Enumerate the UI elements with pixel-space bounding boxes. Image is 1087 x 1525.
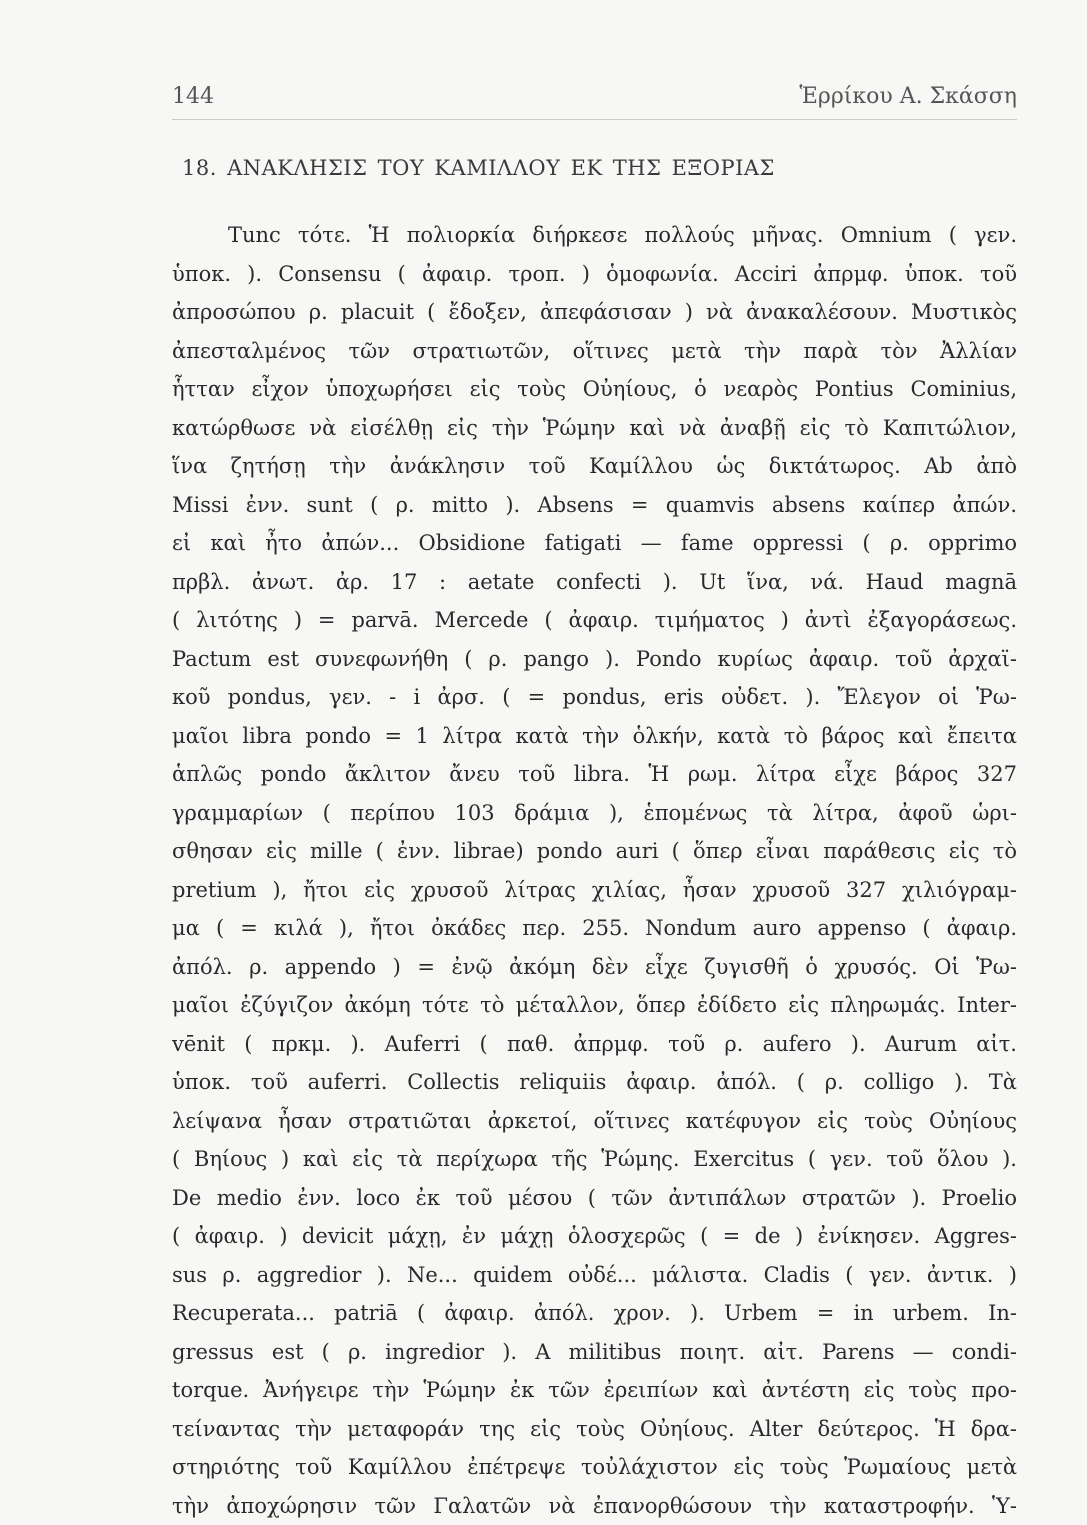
text-line: De medio ἐνν. loco ἐκ τοῦ μέσου ( τῶν ἀντιπάλων στρατῶν ). Proelio — [172, 1179, 1017, 1218]
text-line: vēnit ( πρκμ. ). Auferri ( παθ. ἀπρμφ. τοῦ ρ. aufero ). Aurum αἰτ. — [172, 1025, 1017, 1064]
text-line: ( Βηίους ) καὶ εἰς τὰ περίχωρα τῆς Ῥώμης. Exercitus ( γεν. τοῦ ὅλου ). — [172, 1140, 1017, 1179]
header-rule — [172, 119, 1017, 120]
text-line: στηριότης τοῦ Καμίλλου ἐπέτρεψε τοὐλάχιστον εἰς τοὺς Ῥωμαίους μετὰ — [172, 1448, 1017, 1487]
body-text — [172, 216, 1017, 1525]
text-line: torque. Ἀνήγειρε τὴν Ῥώμην ἐκ τῶν ἐρειπίων καὶ ἀντέστη εἰς τοὺς προ- — [172, 1371, 1017, 1410]
text-line: ἀπόλ. ρ. appendo ) = ἐνῷ ἀκόμη δὲν εἶχε ζυγισθῆ ὁ χρυσός. Οἱ Ῥω- — [172, 948, 1017, 987]
text-line: ὑποκ. ). Consensu ( ἀφαιρ. τροπ. ) ὁμοφωνία. Acciri ἀπρμφ. ὑποκ. τοῦ — [172, 255, 1017, 294]
text-line: τὴν ἀποχώρησιν τῶν Γαλατῶν νὰ ἐπανορθώσουν τὴν καταστροφήν. Ὑ- — [172, 1487, 1017, 1525]
text-line: πρβλ. ἀνωτ. ἀρ. 17 : aetate confecti ). Ut ἵνα, νά. Haud magnā — [172, 563, 1017, 602]
text-line: μαῖοι libra pondo = 1 λίτρα κατὰ τὴν ὁλκήν, κατὰ τὸ βάρος καὶ ἔπειτα — [172, 717, 1017, 756]
text-line: κοῦ pondus, γεν. - i ἀρσ. ( = pondus, eris οὐδετ. ). Ἔλεγον οἱ Ῥω- — [172, 678, 1017, 717]
text-line: Pactum est συνεφωνήθη ( ρ. pango ). Pondo κυρίως ἀφαιρ. τοῦ ἀρχαϊ- — [172, 640, 1017, 679]
text-line: ἀπεσταλμένος τῶν στρατιωτῶν, οἵτινες μετὰ τὴν παρὰ τὸν Ἀλλίαν — [172, 332, 1017, 371]
text-line: gressus est ( ρ. ingredior ). A militibus ποιητ. αἰτ. Parens — condi- — [172, 1333, 1017, 1372]
text-line: sus ρ. aggredior ). Ne... quidem οὐδέ... μάλιστα. Cladis ( γεν. ἀντικ. ) — [172, 1256, 1017, 1295]
text-line: pretium ), ἤτοι εἰς χρυσοῦ λίτρας χιλίας, ἦσαν χρυσοῦ 327 χιλιόγραμ- — [172, 871, 1017, 910]
text-line: Tunc τότε. Ἡ πολιορκία διήρκεσε πολλούς μῆνας. Omnium ( γεν. — [172, 216, 1017, 255]
text-line: ἀπροσώπου ρ. placuit ( ἔδοξεν, ἀπεφάσισαν ) νὰ ἀνακαλέσουν. Μυστικὸς — [172, 293, 1017, 332]
text-line: λείψανα ἦσαν στρατιῶται ἀρκετοί, οἵτινες κατέφυγον εἰς τοὺς Οὐηίους — [172, 1102, 1017, 1141]
text-line: ὑποκ. τοῦ auferri. Collectis reliquiis ἀφαιρ. ἀπόλ. ( ρ. colligo ). Τὰ — [172, 1063, 1017, 1102]
text-line: ( λιτότης ) = parvā. Mercede ( ἀφαιρ. τιμήματος ) ἀντὶ ἐξαγοράσεως. — [172, 601, 1017, 640]
text-line: ἵνα ζητήσῃ τὴν ἀνάκλησιν τοῦ Καμίλλου ὡς δικτάτωρος. Ab ἀπὸ — [172, 447, 1017, 486]
text-line: γραμμαρίων ( περίπου 103 δράμια ), ἑπομένως τὰ λίτρα, ἀφοῦ ὡρι- — [172, 794, 1017, 833]
running-header — [172, 84, 1017, 114]
section-title: 18. ΑΝΑΚΛΗΣΙΣ ΤΟΥ ΚΑΜΙΛΛΟΥ ΕΚ ΤΗΣ ΕΞΟΡΙΑΣ — [182, 156, 1012, 180]
text-line: Missi ἐνν. sunt ( ρ. mitto ). Absens = quamvis absens καίπερ ἀπών. — [172, 486, 1017, 525]
text-line: ἁπλῶς pondo ἄκλιτον ἄνευ τοῦ libra. Ἡ ρωμ. λίτρα εἶχε βάρος 327 — [172, 755, 1017, 794]
running-author: Ἑρρίκου Α. Σκάσση — [799, 84, 1017, 109]
text-line: κατώρθωσε νὰ εἰσέλθῃ εἰς τὴν Ῥώμην καὶ νὰ ἀναβῇ εἰς τὸ Καπιτώλιον, — [172, 409, 1017, 448]
text-line: μα ( = κιλά ), ἤτοι ὀκάδες περ. 255. Nondum auro appenso ( ἀφαιρ. — [172, 909, 1017, 948]
page-number: 144 — [172, 84, 214, 109]
text-line: εἰ καὶ ἦτο ἀπών... Obsidione fatigati — fame oppressi ( ρ. opprimo — [172, 524, 1017, 563]
text-line: τείναντας τὴν μεταφοράν της εἰς τοὺς Οὐηίους. Alter δεύτερος. Ἡ δρα- — [172, 1410, 1017, 1449]
text-line: μαῖοι ἐζύγιζον ἀκόμη τότε τὸ μέταλλον, ὅπερ ἐδίδετο εἰς πληρωμάς. Inter- — [172, 986, 1017, 1025]
text-line: σθησαν εἰς mille ( ἐνν. librae) pondo auri ( ὅπερ εἶναι παράθεσις εἰς τὸ — [172, 832, 1017, 871]
text-line: Recuperata... patriā ( ἀφαιρ. ἀπόλ. χρον. ). Urbem = in urbem. In- — [172, 1294, 1017, 1333]
text-line: ( ἀφαιρ. ) devicit μάχῃ, ἐν μάχῃ ὁλοσχερῶς ( = de ) ἐνίκησεν. Aggres- — [172, 1217, 1017, 1256]
text-line: ἧτταν εἶχον ὑποχωρήσει εἰς τοὺς Οὐηίους, ὁ νεαρὸς Pontius Cominius, — [172, 370, 1017, 409]
